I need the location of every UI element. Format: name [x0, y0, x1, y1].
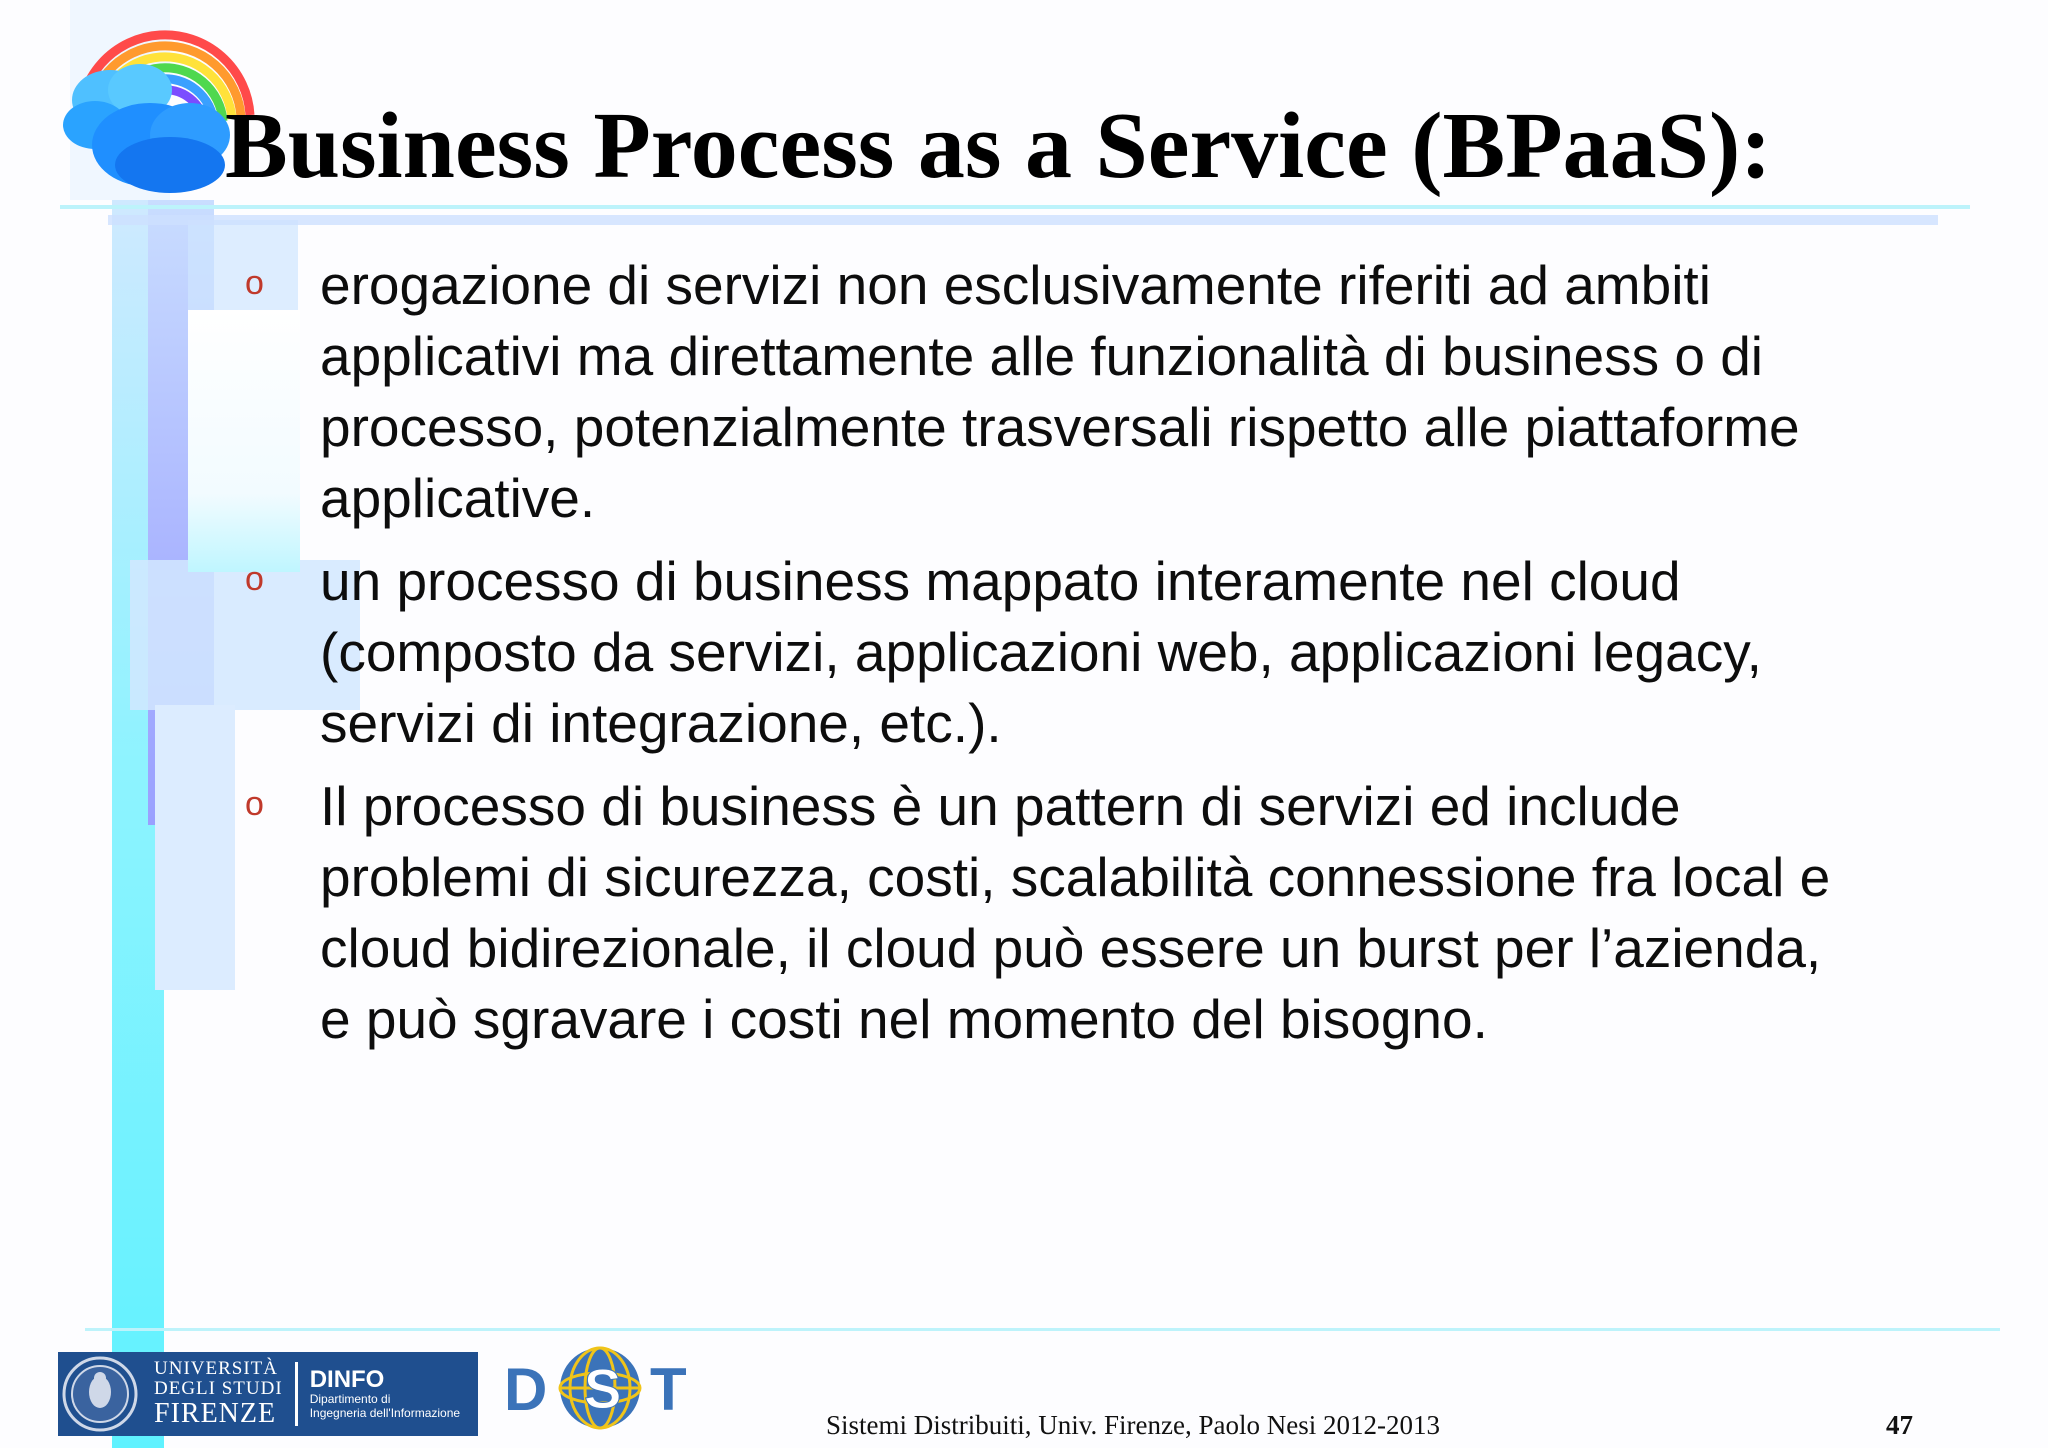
footer-text: Sistemi Distribuiti, Univ. Firenze, Paolo Nesi 2012-2013	[826, 1410, 1440, 1440]
disit-logo	[500, 1338, 700, 1433]
bullet-text: erogazione di servizi non esclusivamente riferiti ad ambiti applicativi ma direttamente alle funzionalità di business o di processo, potenzialmente trasversali rispetto alle piattaforme applicative.	[320, 254, 1800, 529]
bullet-circle-icon: o	[245, 264, 264, 302]
university-line: DEGLI STUDI	[154, 1378, 283, 1399]
dept-name: DINFO	[309, 1366, 385, 1393]
unifi-dinfo-logo	[58, 1352, 478, 1436]
dept-line: Ingegneria dell'Informazione	[309, 1406, 461, 1420]
disit-letter-t: T	[650, 1356, 687, 1423]
bullet-circle-icon: o	[245, 560, 264, 598]
university-name	[154, 1359, 283, 1429]
title-rule	[60, 205, 1970, 209]
disit-letter-s: S	[584, 1357, 622, 1420]
footer-rule	[85, 1328, 2000, 1331]
list-item	[245, 250, 1865, 534]
dinfo-label	[310, 1368, 460, 1420]
bullet-text: Il processo di business è un pattern di servizi ed include problemi di sicurezza, costi, scalabilità connessione fra local e cloud bidirezionale, il cloud può essere un burst per l’azienda, e può sgravare i costi nel momento del bisogno.	[320, 775, 1831, 1050]
bullet-circle-icon: o	[245, 785, 264, 823]
university-line: FIRENZE	[154, 1398, 277, 1429]
bullet-text: un processo di business mappato interamente nel cloud (composto da servizi, applicazioni web, applicazioni legacy, servizi di integrazione, etc.).	[320, 550, 1762, 754]
university-line: UNIVERSITÀ	[154, 1358, 278, 1379]
page-number: 47	[1886, 1410, 1913, 1440]
university-seal-icon	[60, 1354, 140, 1434]
decor-bar-lightblue	[155, 705, 235, 990]
dept-line: Dipartimento di	[309, 1392, 391, 1406]
disit-letter-d: D	[504, 1356, 548, 1423]
list-item	[245, 546, 1865, 759]
list-item	[245, 771, 1865, 1055]
bullet-list	[245, 250, 1865, 1067]
title-rule-shadow	[108, 215, 1938, 225]
page-title: Business Process as a Service (BPaaS):	[225, 94, 1772, 198]
logo-separator	[295, 1362, 298, 1426]
